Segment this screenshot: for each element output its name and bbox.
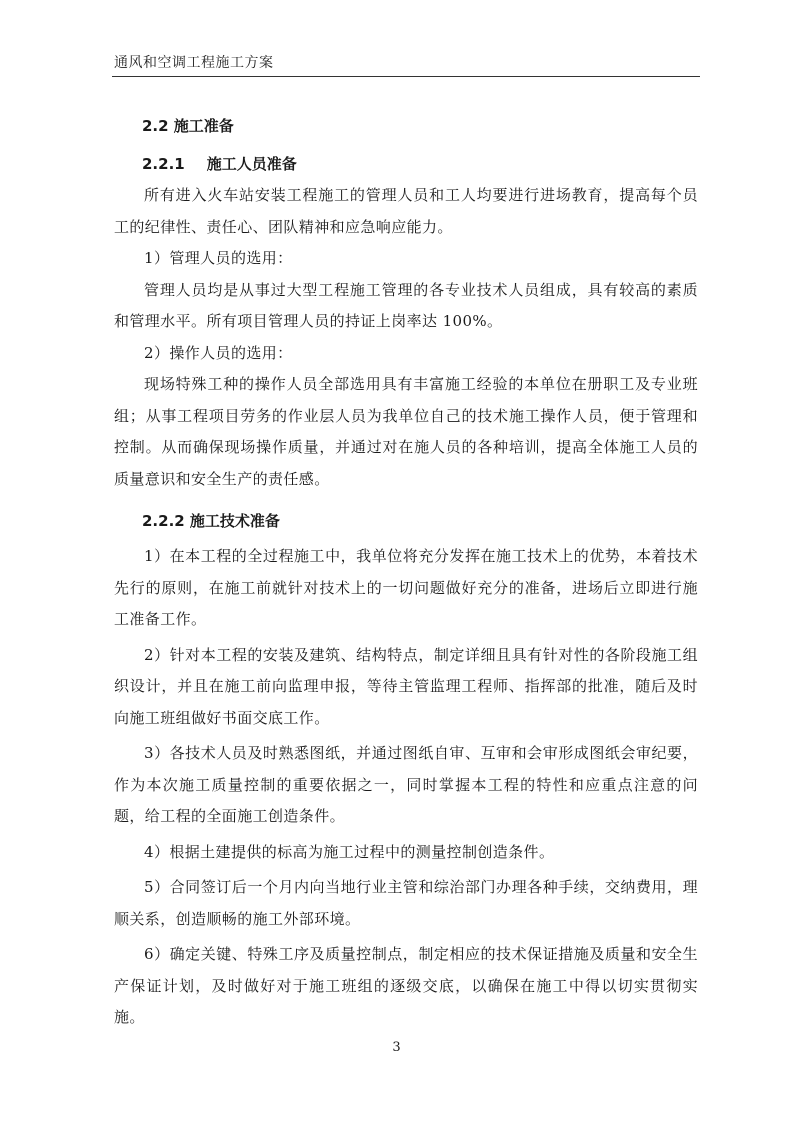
page-number: 3	[392, 1040, 401, 1055]
subsection-title: 施工人员准备	[206, 155, 297, 173]
paragraph: 管理人员均是从事过大型工程施工管理的各专业技术人员组成，具有较高的素质和管理水平。所有项目管理人员的持证上岗率达 100%。	[114, 280, 698, 330]
list-item-label: 2）操作人员的选用：	[144, 343, 293, 362]
paragraph: 现场特殊工种的操作人员全部选用具有丰富施工经验的本单位在册职工及专业班组；从事工程项目劳务的作业层人员为我单位自己的技术施工操作人员，便于管理和控制。从而确保现场操作质量，并通过对在施人员的各种培训，提高全体施工人员的质量意识和安全生产的责任感。	[114, 375, 698, 488]
list-item: 5）合同签订后一个月内向当地行业主管和综治部门办理各种手续，交纳费用，理顺关系，创造顺畅的施工外部环境。	[114, 878, 698, 928]
running-header: 通风和空调工程施工方案	[114, 55, 274, 71]
list-item: 4）根据土建提供的标高为施工过程中的测量控制创造条件。	[144, 842, 555, 861]
subsection-heading-technical: 2.2.2 施工技术准备	[142, 512, 280, 530]
paragraph: 所有进入火车站安装工程施工的管理人员和工人均要进行进场教育，提高每个员工的纪律性、责任心、团队精神和应急响应能力。	[114, 186, 698, 236]
list-item: 1）在本工程的全过程施工中，我单位将充分发挥在施工技术上的优势，本着技术先行的原则，在施工前就针对技术上的一切问题做好充分的准备，进场后立即进行施工准备工作。	[114, 547, 698, 628]
list-item-label: 1）管理人员的选用：	[144, 249, 293, 267]
list-item: 6）确定关键、特殊工序及质量控制点，制定相应的技术保证措施及质量和安全生产保证计划，及时做好对于施工班组的逐级交底，以确保在施工中得以切实贯彻实施。	[114, 945, 698, 1026]
subsection-number: 2.2.1	[142, 155, 185, 173]
list-item: 3）各技术人员及时熟悉图纸，并通过图纸自审、互审和会审形成图纸会审纪要，作为本次施工质量控制的重要依据之一，同时掌握本工程的特性和应重点注意的问题，给工程的全面施工创造条件。	[114, 744, 698, 825]
subsection-heading-personnel	[142, 148, 698, 180]
header-divider	[112, 76, 700, 77]
section-heading: 2.2 施工准备	[142, 117, 234, 135]
document-body	[114, 110, 698, 1034]
list-item: 2）针对本工程的安装及建筑、结构特点，制定详细且具有针对性的各阶段施工组织设计，并且在施工前向监理申报，等待主管监理工程师、指挥部的批准，随后及时向施工班组做好书面交底工作。	[114, 645, 698, 727]
